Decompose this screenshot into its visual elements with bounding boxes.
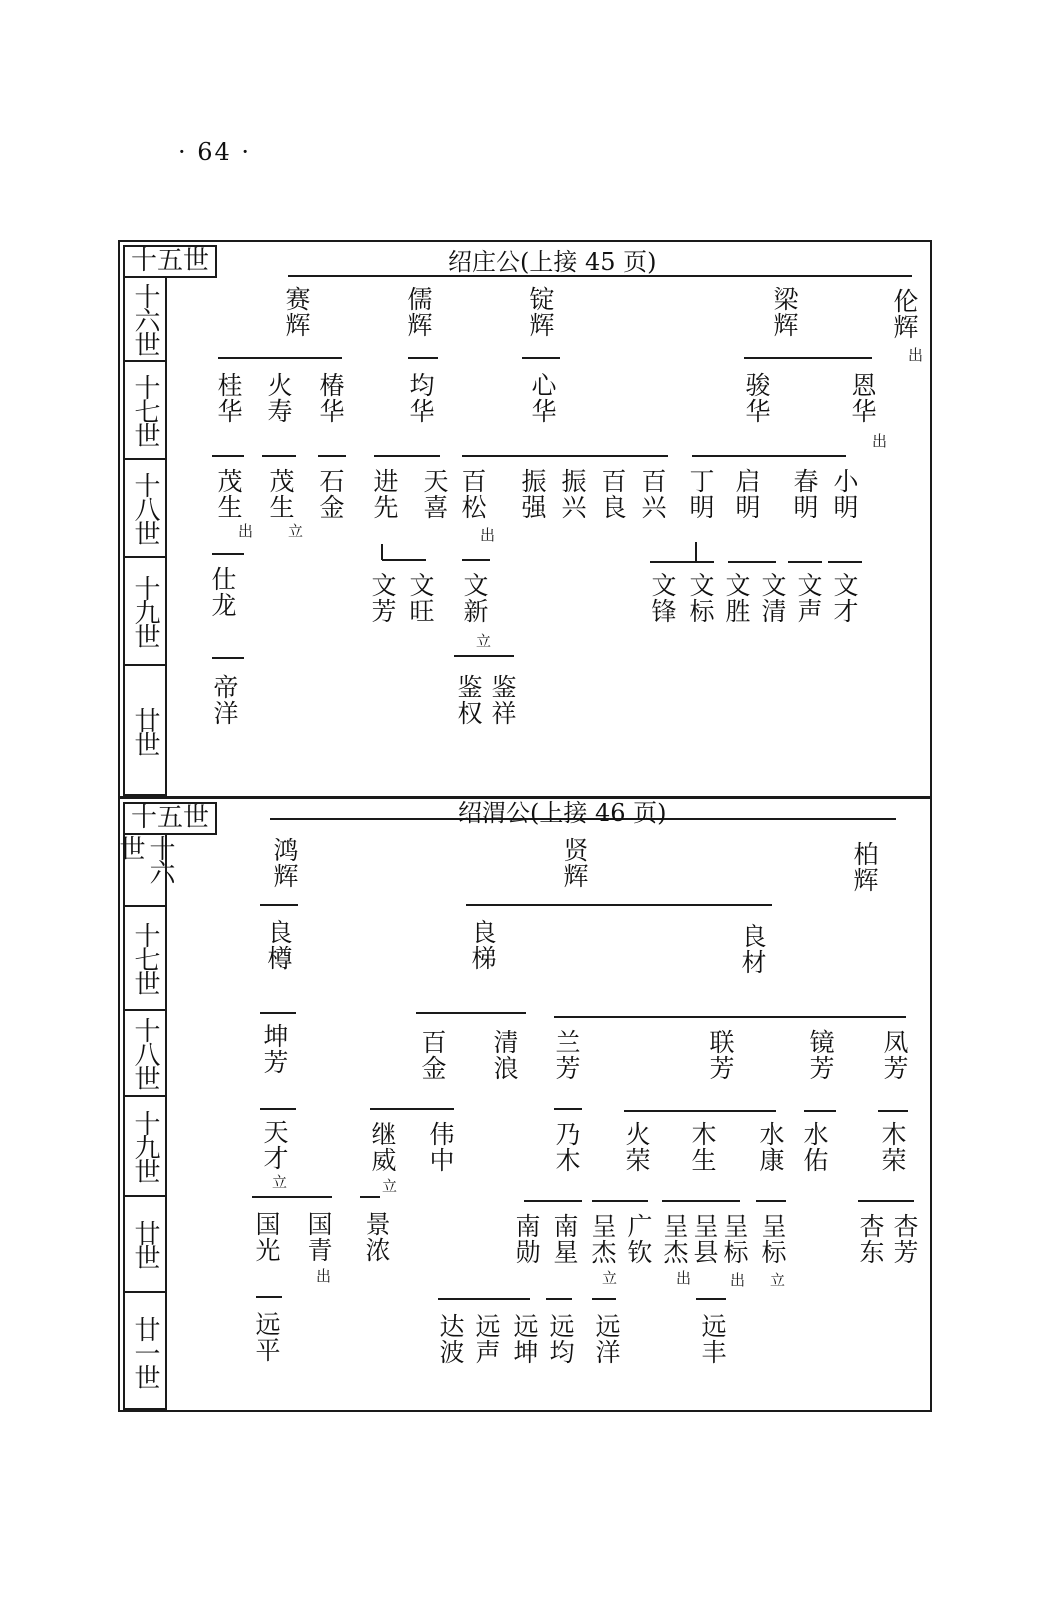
generation-label: 十八世 (125, 1011, 165, 1097)
annotation-mark: 出 (480, 526, 496, 544)
person-name: 振兴 (558, 468, 587, 520)
annotation-mark: 立 (288, 522, 304, 540)
genealogy-panel-shaowei (115, 797, 932, 1412)
person-name: 国青 (304, 1211, 333, 1263)
person-name: 骏华 (742, 372, 771, 424)
person-name: 伦辉 (890, 288, 919, 340)
person-name: 坤芳 (260, 1023, 289, 1075)
generation-label: 十八世 (125, 460, 165, 558)
generation-label: 十九世 (125, 1097, 165, 1197)
person-name: 乃木 (552, 1121, 581, 1173)
person-name: 鉴权 (454, 674, 483, 726)
person-name: 丁明 (686, 468, 715, 520)
person-name: 均华 (406, 372, 435, 424)
person-name: 锭辉 (526, 286, 555, 338)
person-name: 呈杰 (660, 1213, 689, 1265)
person-name: 呈标 (758, 1213, 787, 1265)
person-name: 凤芳 (880, 1029, 909, 1081)
person-name: 文标 (686, 572, 715, 624)
generation-label: 廿世 (130, 707, 160, 755)
person-name: 良材 (738, 923, 767, 975)
person-name: 南勋 (512, 1213, 541, 1265)
person-name: 南星 (550, 1213, 579, 1265)
person-name: 天才 (260, 1119, 289, 1171)
annotation-mark: 出 (676, 1269, 692, 1287)
person-name: 水佑 (800, 1121, 829, 1173)
generation-label: 廿一世 (130, 1315, 160, 1388)
person-name: 启明 (732, 468, 761, 520)
person-name: 良樽 (264, 919, 293, 971)
generation-label: 十九世 (125, 558, 165, 666)
person-name: 文清 (758, 572, 787, 624)
person-name: 文才 (830, 572, 859, 624)
person-name: 水康 (756, 1121, 785, 1173)
person-name: 梁辉 (770, 286, 799, 338)
person-name: 天喜 (420, 468, 449, 520)
person-name: 木生 (688, 1121, 717, 1173)
person-name: 茂生 (214, 468, 243, 520)
generation-header: 十五世 (123, 245, 217, 278)
annotation-mark: 立 (770, 1271, 786, 1289)
person-name: 百兴 (638, 468, 667, 520)
person-name: 桂华 (214, 372, 243, 424)
annotation-mark: 出 (872, 432, 888, 450)
annotation-mark: 立 (476, 632, 492, 650)
person-name: 火荣 (622, 1121, 651, 1173)
generation-label: 十六世 (125, 278, 165, 362)
person-name: 心华 (528, 372, 557, 424)
person-name: 良梯 (468, 919, 497, 971)
annotation-mark: 出 (316, 1267, 332, 1285)
person-name: 茂生 (266, 468, 295, 520)
person-name: 柏辉 (850, 841, 879, 893)
person-name: 帝洋 (210, 674, 239, 726)
person-name: 鉴祥 (488, 674, 517, 726)
person-name: 兰芳 (552, 1029, 581, 1081)
person-name: 远洋 (592, 1313, 621, 1365)
person-name: 文锋 (648, 572, 677, 624)
person-name: 小明 (830, 468, 859, 520)
ancestor-title: 绍渭公(上接 46 页) (458, 799, 667, 827)
person-name: 杏东 (856, 1213, 885, 1265)
person-name: 百良 (598, 468, 627, 520)
person-name: 振强 (518, 468, 547, 520)
annotation-mark: 出 (908, 346, 924, 364)
page-number: · 64 · (178, 138, 252, 166)
person-name: 鸿辉 (270, 837, 299, 889)
generation-header: 十五世 (123, 802, 217, 835)
generation-label: 十七世 (125, 907, 165, 1011)
person-name: 镜芳 (806, 1029, 835, 1081)
person-name: 椿华 (316, 372, 345, 424)
generation-label: 廿世 (125, 1197, 165, 1293)
person-name: 木荣 (878, 1121, 907, 1173)
person-name: 景浓 (362, 1211, 391, 1263)
annotation-mark: 出 (730, 1271, 746, 1289)
person-name: 火寿 (264, 372, 293, 424)
person-name: 儒辉 (404, 286, 433, 338)
person-name: 百金 (418, 1029, 447, 1081)
person-name: 呈杰 (588, 1213, 617, 1265)
person-name: 呈县 (690, 1213, 719, 1265)
person-name: 国光 (252, 1211, 281, 1263)
person-name: 伟中 (426, 1121, 455, 1173)
generation-label: 十七世 (125, 362, 165, 460)
person-name: 文声 (794, 572, 823, 624)
annotation-mark: 立 (382, 1177, 398, 1195)
annotation-mark: 立 (602, 1269, 618, 1287)
person-name: 进先 (370, 468, 399, 520)
person-name: 远声 (472, 1313, 501, 1365)
person-name: 杏芳 (890, 1213, 919, 1265)
person-name: 百松 (458, 468, 487, 520)
generation-label: 十六世 (125, 835, 165, 907)
person-name: 达波 (436, 1313, 465, 1365)
person-name: 仕龙 (208, 566, 237, 618)
person-name: 赛辉 (282, 286, 311, 338)
person-name: 远丰 (698, 1313, 727, 1365)
person-name: 远坤 (510, 1313, 539, 1365)
person-name: 贤辉 (560, 837, 589, 889)
person-name: 继威 (368, 1121, 397, 1173)
annotation-mark: 立 (272, 1173, 288, 1191)
ancestor-title: 绍庄公(上接 45 页) (448, 248, 657, 276)
person-name: 春明 (790, 468, 819, 520)
person-name: 呈标 (720, 1213, 749, 1265)
person-name: 广钦 (624, 1213, 653, 1265)
person-name: 远均 (546, 1313, 575, 1365)
person-name: 恩华 (848, 372, 877, 424)
person-name: 文胜 (722, 572, 751, 624)
annotation-mark: 出 (238, 522, 254, 540)
person-name: 清浪 (490, 1029, 519, 1081)
person-name: 远平 (252, 1311, 281, 1363)
person-name: 石金 (316, 468, 345, 520)
genealogy-panel-shaozhuang (118, 240, 932, 798)
person-name: 文新 (460, 572, 489, 624)
person-name: 联芳 (706, 1029, 735, 1081)
person-name: 文旺 (406, 572, 435, 624)
person-name: 文芳 (368, 572, 397, 624)
